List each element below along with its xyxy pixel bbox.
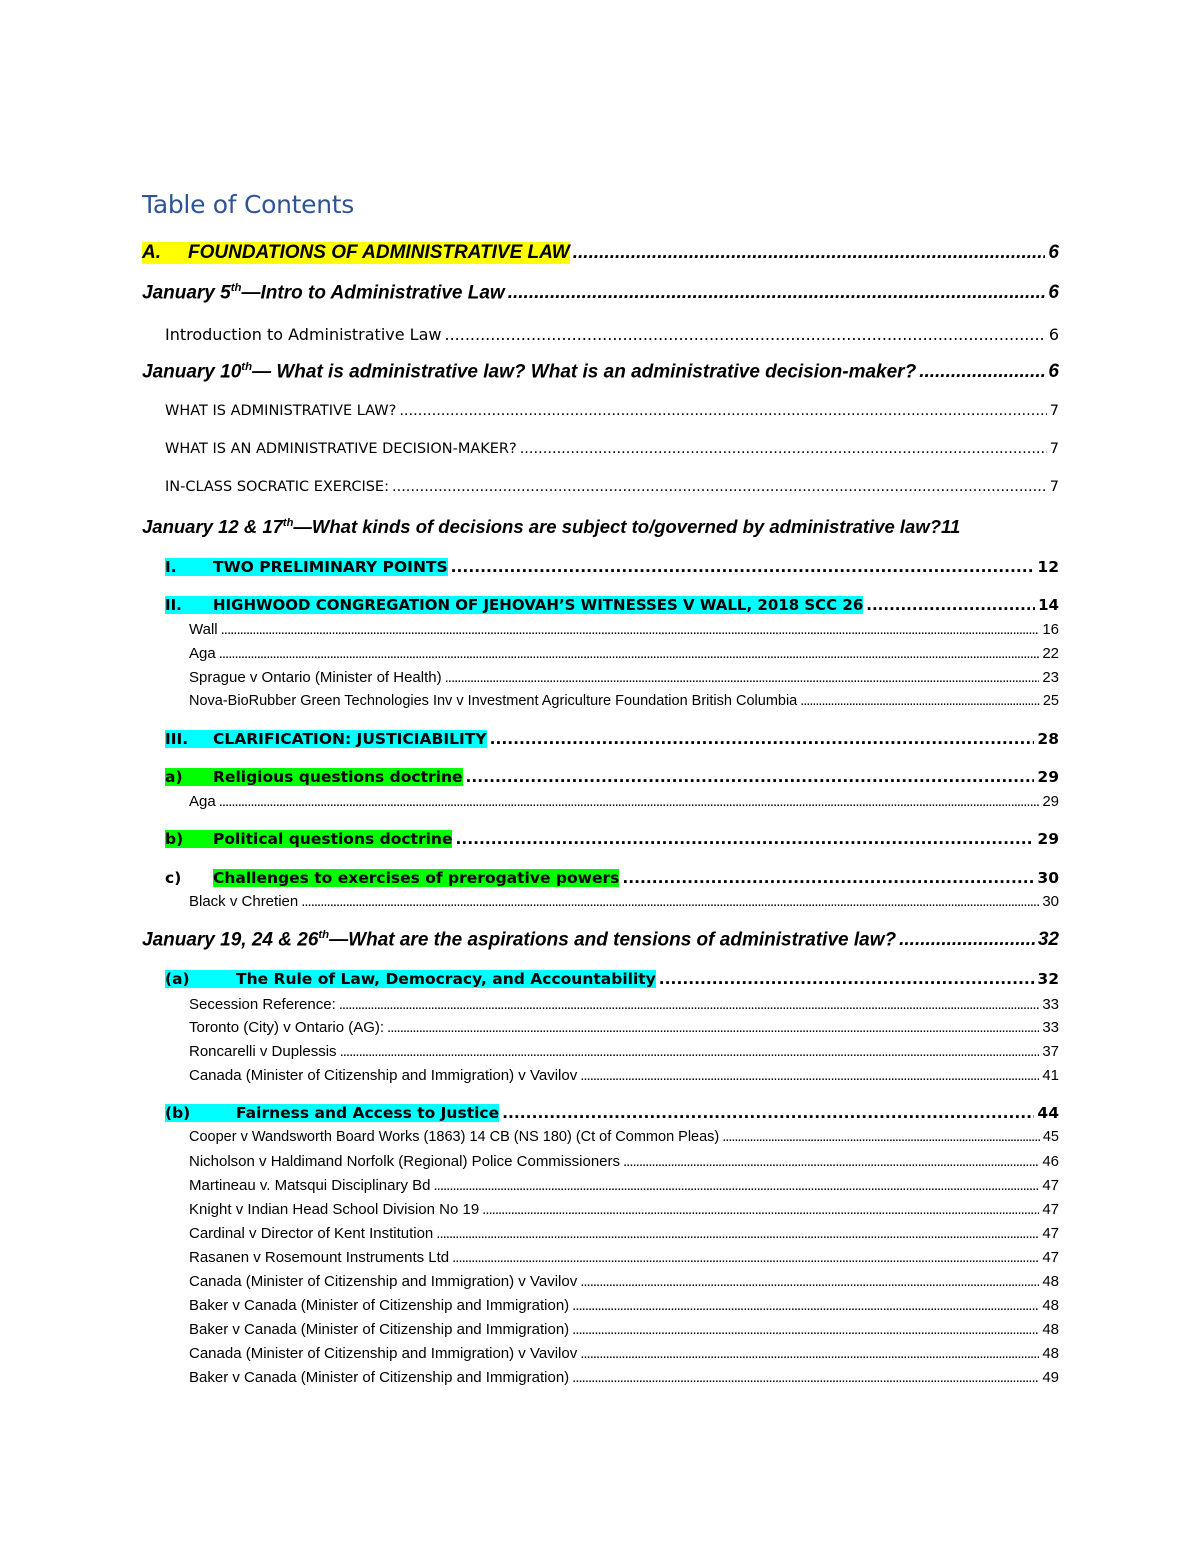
toc-entry-case[interactable] — [189, 1043, 1059, 1060]
toc-entry-case[interactable] — [189, 893, 1059, 910]
toc-page-number: 48 — [1042, 1345, 1059, 1362]
leader-dots — [451, 558, 1035, 576]
toc-entry-case[interactable] — [189, 1297, 1059, 1314]
toc-page-number: 28 — [1037, 730, 1059, 748]
toc-entry-case[interactable] — [189, 645, 1059, 662]
toc-entry-label: Black v Chretien — [189, 893, 299, 910]
toc-section-label: (a) The Rule of Law, Democracy, and Accountability — [165, 970, 656, 988]
toc-entry-foundations[interactable] — [142, 242, 1059, 264]
toc-entry-january-10[interactable] — [142, 361, 1059, 383]
toc-entry-label: IN-CLASS SOCRATIC EXERCISE: — [165, 479, 389, 495]
toc-entry-label: Toronto (City) v Ontario (AG): — [189, 1019, 385, 1036]
toc-entry-label: Canada (Minister of Citizenship and Immigration) v Vavilov — [189, 1067, 578, 1084]
toc-entry-case[interactable] — [189, 1129, 1059, 1145]
toc-entry-label: Nova-BioRubber Green Technologies Inv v Investment Agriculture Foundation British Columbia — [189, 693, 798, 709]
toc-page-number: 7 — [1049, 441, 1059, 457]
toc-page-number: 29 — [1037, 830, 1059, 848]
toc-page-number: 30 — [1042, 893, 1059, 910]
toc-entry-label: Introduction to Administrative Law — [165, 325, 442, 344]
leader-dots — [572, 1321, 1039, 1338]
toc-title: Table of Contents — [142, 190, 354, 219]
leader-dots — [572, 1369, 1039, 1386]
toc-section-label: III. CLARIFICATION: JUSTICIABILITY — [165, 730, 487, 748]
leader-dots — [466, 768, 1035, 786]
toc-entry-label: Secession Reference: — [189, 996, 336, 1013]
toc-entry-label: Roncarelli v Duplessis — [189, 1043, 337, 1060]
toc-entry-case[interactable] — [189, 621, 1059, 638]
leader-dots — [722, 1129, 1040, 1145]
leader-dots — [436, 1225, 1039, 1242]
toc-page-number: 48 — [1042, 1321, 1059, 1338]
toc-entry-case[interactable] — [189, 693, 1059, 709]
toc-page-number: 32 — [1037, 929, 1059, 951]
toc-page-number: 48 — [1042, 1297, 1059, 1314]
toc-page-number: 12 — [1037, 558, 1059, 576]
leader-dots — [444, 325, 1045, 344]
toc-section-label: a) Religious questions doctrine — [165, 768, 463, 786]
leader-dots — [433, 1177, 1039, 1194]
toc-entry-political-questions[interactable] — [165, 830, 1059, 848]
toc-entry-label: Sprague v Ontario (Minister of Health) — [189, 669, 442, 686]
leader-dots — [339, 996, 1040, 1013]
leader-dots — [580, 1273, 1039, 1290]
leader-dots — [899, 929, 1035, 951]
toc-section-label: II. HIGHWOOD CONGREGATION OF JEHOVAH’S WITNESSES V WALL, 2018 SCC 26 — [165, 596, 864, 614]
toc-page-number: 29 — [1042, 793, 1059, 810]
leader-dots — [573, 242, 1046, 264]
toc-entry-label: Cooper v Wandsworth Board Works (1863) 14 CB (NS 180) (Ct of Common Pleas) — [189, 1129, 720, 1145]
toc-entry-case[interactable] — [189, 1177, 1059, 1194]
leader-dots — [580, 1067, 1039, 1084]
toc-page-number: 22 — [1042, 645, 1059, 662]
toc-entry-january-5[interactable] — [142, 282, 1059, 304]
leader-dots — [219, 793, 1040, 810]
leader-dots — [340, 1043, 1040, 1060]
toc-entry-case[interactable] — [189, 1249, 1059, 1266]
leader-dots — [502, 1104, 1034, 1122]
toc-entry-label: Baker v Canada (Minister of Citizenship and Immigration) — [189, 1369, 570, 1386]
leader-dots — [452, 1249, 1039, 1266]
leader-dots — [659, 970, 1035, 988]
toc-entry-case[interactable] — [189, 1201, 1059, 1218]
toc-entry-case[interactable] — [189, 1225, 1059, 1242]
toc-entry-label: WHAT IS ADMINISTRATIVE LAW? — [165, 403, 397, 419]
toc-page-number: 41 — [1042, 1067, 1059, 1084]
leader-dots — [580, 1345, 1039, 1362]
toc-entry-case[interactable] — [189, 1019, 1059, 1036]
toc-entry-case[interactable] — [189, 669, 1059, 686]
toc-entry-case[interactable] — [189, 1345, 1059, 1362]
leader-dots — [219, 645, 1040, 662]
leader-dots — [520, 441, 1047, 457]
toc-page-number: 14 — [1038, 596, 1059, 614]
toc-section-label: c) Challenges to exercises of prerogative powers — [165, 869, 620, 887]
leader-dots — [490, 730, 1035, 748]
toc-page-number: 7 — [1049, 403, 1059, 419]
toc-entry-religious-questions[interactable] — [165, 768, 1059, 786]
toc-entry-case[interactable] — [189, 1153, 1059, 1170]
toc-entry-introduction[interactable] — [165, 325, 1059, 344]
toc-entry-prerogative-powers[interactable] — [165, 869, 1059, 887]
leader-dots — [455, 830, 1034, 848]
leader-dots — [392, 479, 1047, 495]
leader-dots — [800, 693, 1040, 709]
toc-entry-label: WHAT IS AN ADMINISTRATIVE DECISION-MAKER? — [165, 441, 517, 457]
toc-entry-label: Aga — [189, 645, 216, 662]
toc-entry-label: Canada (Minister of Citizenship and Immigration) v Vavilov — [189, 1273, 578, 1290]
toc-page-number: 37 — [1042, 1043, 1059, 1060]
toc-page-number: 47 — [1042, 1249, 1059, 1266]
toc-section-label: I. TWO PRELIMINARY POINTS — [165, 558, 448, 576]
leader-dots — [399, 403, 1046, 419]
toc-entry-case[interactable] — [189, 1321, 1059, 1338]
toc-entry-label: January 19, 24 & 26th—What are the aspirations and tensions of administrative law? — [142, 929, 897, 951]
leader-dots — [482, 1201, 1039, 1218]
toc-page-number: 30 — [1037, 869, 1059, 887]
toc-entry-fairness[interactable] — [165, 1104, 1059, 1122]
toc-entry-january-19-24-26[interactable] — [142, 929, 1059, 951]
toc-page-number: 33 — [1042, 1019, 1059, 1036]
toc-entry-label: Cardinal v Director of Kent Institution — [189, 1225, 434, 1242]
toc-page-number: 46 — [1042, 1153, 1059, 1170]
leader-dots — [622, 869, 1034, 887]
toc-entry-case[interactable] — [189, 1273, 1059, 1290]
toc-entry-case[interactable] — [189, 1067, 1059, 1084]
toc-entry-label: Nicholson v Haldimand Norfolk (Regional) Police Commissioners — [189, 1153, 620, 1170]
toc-entry-label: Wall — [189, 621, 218, 638]
toc-section-label: (b) Fairness and Access to Justice — [165, 1104, 500, 1122]
toc-page-number: 29 — [1037, 768, 1059, 786]
toc-entry-socratic-exercise[interactable] — [165, 479, 1059, 495]
toc-page-number: 6 — [1048, 325, 1059, 344]
toc-page-number: 7 — [1049, 479, 1059, 495]
toc-entry-january-12-17[interactable] — [142, 516, 1059, 538]
toc-page-number: 47 — [1042, 1177, 1059, 1194]
leader-dots — [508, 282, 1046, 304]
toc-entry-label: Martineau v. Matsqui Disciplinary Bd — [189, 1177, 431, 1194]
toc-page-number: 47 — [1042, 1225, 1059, 1242]
leader-dots — [301, 893, 1039, 910]
toc-entry-label: Baker v Canada (Minister of Citizenship and Immigration) — [189, 1321, 570, 1338]
toc-page-number: 48 — [1042, 1273, 1059, 1290]
leader-dots — [221, 621, 1040, 638]
toc-entry-label: January 12 & 17th—What kinds of decisions are subject to/governed by administrative law? — [142, 516, 942, 537]
toc-page-number: 47 — [1042, 1201, 1059, 1218]
toc-entry-label: Canada (Minister of Citizenship and Immigration) v Vavilov — [189, 1345, 578, 1362]
toc-entry-case[interactable] — [189, 1369, 1059, 1386]
toc-entry-label: January 10th— What is administrative law? What is an administrative decision-maker? — [142, 361, 917, 383]
toc-entry-label: Baker v Canada (Minister of Citizenship and Immigration) — [189, 1297, 570, 1314]
toc-page-number: 32 — [1037, 970, 1059, 988]
toc-page-number: 16 — [1042, 621, 1059, 638]
toc-entry-label: January 5th—Intro to Administrative Law — [142, 282, 505, 304]
leader-dots — [445, 669, 1040, 686]
toc-entry-justiciability[interactable] — [165, 730, 1059, 748]
leader-dots — [866, 596, 1035, 614]
toc-page-number: 25 — [1042, 693, 1059, 709]
leader-dots — [387, 1019, 1039, 1036]
toc-entry-label: Rasanen v Rosemount Instruments Ltd — [189, 1249, 450, 1266]
toc-entry-label: Aga — [189, 793, 216, 810]
toc-page-number: 6 — [1048, 242, 1059, 263]
toc-entry-preliminary-points[interactable] — [165, 558, 1059, 576]
toc-entry-what-is-decision-maker[interactable] — [165, 441, 1059, 457]
toc-entry-label: Knight v Indian Head School Division No 19 — [189, 1201, 480, 1218]
toc-section-label: A. FOUNDATIONS OF ADMINISTRATIVE LAW — [142, 242, 570, 263]
toc-entry-what-is-admin-law[interactable] — [165, 403, 1059, 419]
toc-page-number: 44 — [1037, 1104, 1059, 1122]
leader-dots — [572, 1297, 1039, 1314]
toc-entry-highwood[interactable] — [165, 596, 1059, 614]
toc-entry-rule-of-law[interactable] — [165, 970, 1059, 988]
toc-entry-case[interactable] — [189, 793, 1059, 810]
toc-page-number: 33 — [1042, 996, 1059, 1013]
toc-page-number: 45 — [1042, 1129, 1059, 1145]
leader-dots — [919, 361, 1045, 383]
toc-page-number: 11 — [941, 516, 961, 537]
toc-page-number: 6 — [1048, 361, 1059, 383]
toc-page-number: 23 — [1042, 669, 1059, 686]
toc-entry-case[interactable] — [189, 996, 1059, 1013]
toc-page-number: 49 — [1042, 1369, 1059, 1386]
leader-dots — [623, 1153, 1039, 1170]
toc-page-number: 6 — [1048, 282, 1059, 304]
toc-section-label: b) Political questions doctrine — [165, 830, 453, 848]
